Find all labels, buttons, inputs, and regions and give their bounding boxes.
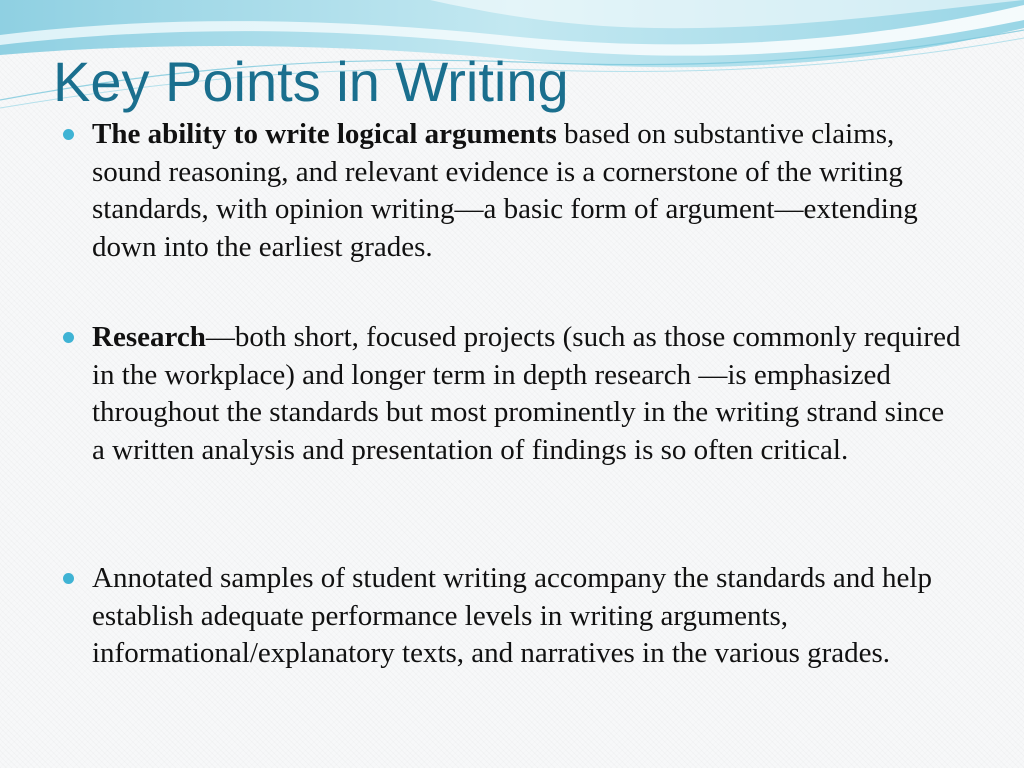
bullet-dot-icon bbox=[63, 129, 74, 140]
bullet-text: based on substantive claims, sound reasoning, and relevant evidence is a cornerstone of the writing standards, with opinion writing—a basic form of argument—extending down into the earliest grades. bbox=[92, 118, 918, 264]
slide-title: Key Points in Writing bbox=[53, 50, 569, 113]
bullet-item bbox=[92, 116, 962, 267]
bullet-dot-icon bbox=[63, 332, 74, 343]
bullet-lead: Research bbox=[92, 321, 206, 353]
bullet-text: Annotated samples of student writing accompany the standards and help establish adequate performance levels in writing arguments, informational/explanatory texts, and narratives in the various grades. bbox=[92, 562, 932, 670]
bullet-item bbox=[92, 319, 962, 470]
bullet-text: —both short, focused projects (such as those commonly required in the workplace) and longer term in depth research —is emphasized throughout the standards but most prominently in the writing strand since a written analysis and presentation of findings is so often critical. bbox=[92, 321, 961, 467]
bullet-dot-icon bbox=[63, 573, 74, 584]
bullet-item bbox=[92, 560, 962, 673]
bullet-lead: The ability to write logical arguments bbox=[92, 118, 557, 150]
